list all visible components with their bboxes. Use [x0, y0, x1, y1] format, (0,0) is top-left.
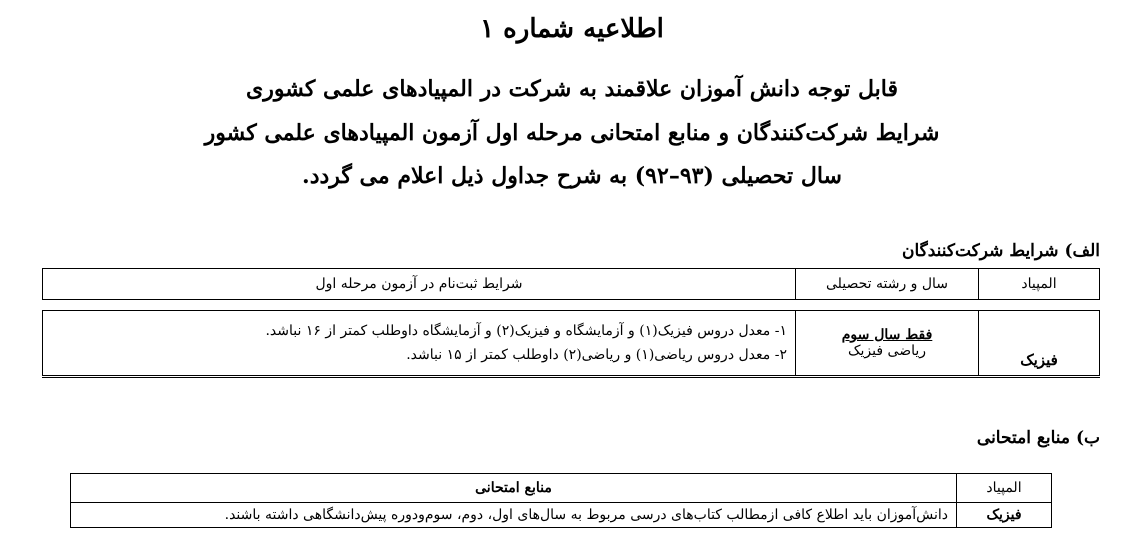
field-math-physics: ریاضی فیزیک — [848, 343, 926, 359]
condition-1: ۱- معدل دروس فیزیک(۱) و آزمایشگاه و فیزیک(۲) و آزمایشگاه داوطلب کمتر از ۱۶ نباشد. — [265, 323, 787, 339]
olympiad-cell: فیزیک — [979, 311, 1100, 377]
col-registration-conditions: شرایط ثبت‌نام در آزمون مرحله اول — [43, 269, 796, 300]
col-olympiad: المپیاد — [957, 474, 1052, 503]
section-b-heading: ب) منابع امتحانی — [976, 428, 1100, 448]
announcement-line-2: شرایط شرکت‌کنندگان و منابع امتحانی مرحله اول آزمون المپیادهای علمی کشور — [204, 120, 940, 146]
olympiad-cell: فیزیک — [957, 503, 1052, 528]
year-only-third: فقط سال سوم — [841, 327, 933, 343]
conditions-table — [42, 310, 1100, 378]
conditions-cell — [43, 311, 796, 377]
col-exam-sources: منابع امتحانی — [71, 474, 957, 503]
col-year-field: سال و رشته تحصیلی — [796, 269, 979, 300]
announcement-line-3: سال تحصیلی (۹۳–۹۲) به شرح جداول ذیل اعلام می گردد. — [302, 163, 842, 189]
table-row — [43, 311, 1100, 377]
conditions-table-header — [42, 268, 1100, 300]
section-a-heading: الف) شرایط شرکت‌کنندگان — [901, 241, 1100, 261]
sources-cell: دانش‌آموزان باید اطلاع کافی ازمطالب کتاب‌های درسی مربوط به سال‌های اول، دوم، سوم‌ودوره پیش‌دانشگاهی داشته باشند. — [71, 503, 957, 528]
year-field-cell — [796, 311, 979, 377]
table-row — [71, 503, 1052, 528]
sources-table — [70, 473, 1052, 528]
announcement-line-1: قابل توجه دانش آموزان علاقمند به شرکت در المپیادهای علمی کشوری — [246, 76, 898, 102]
condition-2: ۲- معدل دروس ریاضی(۱) و ریاضی(۲) داوطلب کمتر از ۱۵ نباشد. — [406, 347, 787, 363]
announcement-title: اطلاعیه شماره ۱ — [480, 14, 664, 44]
col-olympiad: المپیاد — [979, 269, 1100, 300]
